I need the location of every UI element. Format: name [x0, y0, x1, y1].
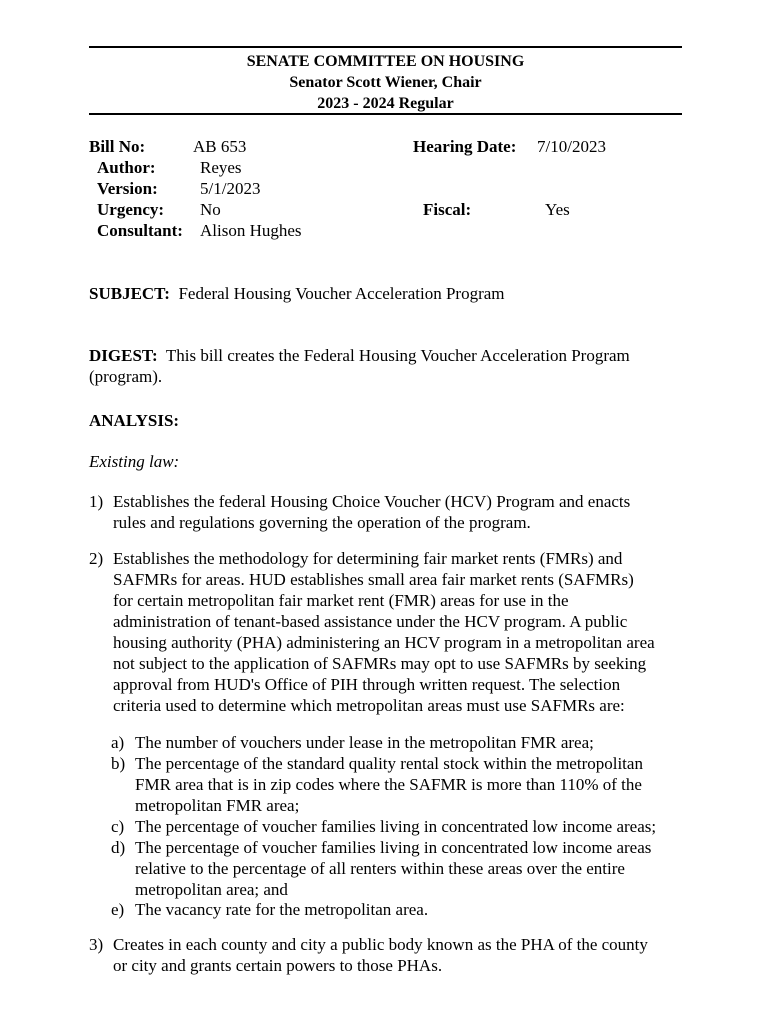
urgency-value: No: [200, 200, 221, 219]
sub-list-item-letter: e): [111, 900, 125, 919]
list-item-number: 3): [89, 935, 104, 954]
urgency-label: Urgency:: [97, 200, 165, 219]
bill-no-label: Bill No:: [89, 137, 146, 156]
sub-list-item-text: [135, 837, 695, 900]
sub-list-item-text: [135, 816, 695, 837]
version-label: Version:: [97, 179, 158, 198]
sub-list-item-line: The percentage of the standard quality rental stock within the metropolitan: [135, 754, 643, 773]
bill-no-value: AB 653: [193, 137, 247, 156]
sub-list-item-line: relative to the percentage of all renters within these areas over the entire: [135, 859, 625, 878]
sub-list-item-text: [135, 753, 695, 816]
digest-label: DIGEST:: [89, 346, 158, 365]
sub-list-item-line: The percentage of voucher families living in concentrated low income areas: [135, 838, 652, 857]
list-item-number: 2): [89, 549, 104, 568]
digest-text-line1: This bill creates the Federal Housing Voucher Acceleration Program: [165, 346, 630, 365]
list-item-line: administration of tenant-based assistance under the HCV program. A public: [113, 612, 628, 631]
author-label: Author:: [97, 158, 156, 177]
version-value: 5/1/2023: [200, 179, 261, 198]
sub-list-item-line: FMR area that is in zip codes where the SAFMR is more than 110% of the: [135, 775, 642, 794]
list-item-line: for certain metropolitan fair market rent (FMR) areas for use in the: [113, 591, 569, 610]
session-label: 2023 - 2024 Regular: [317, 95, 454, 112]
sub-list-item-letter: d): [111, 838, 126, 857]
list-item-number: 1): [89, 492, 104, 511]
list-item-line: housing authority (PHA) administering an HCV program in a metropolitan area: [113, 633, 655, 652]
list-item-line: or city and grants certain powers to those PHAs.: [113, 956, 443, 975]
hearing-date-value: 7/10/2023: [537, 137, 606, 156]
sub-list-item-text: [135, 732, 695, 753]
list-item-text: [113, 548, 688, 716]
sub-list-item-line: metropolitan FMR area;: [135, 796, 300, 815]
consultant-value: Alison Hughes: [200, 221, 302, 240]
list-item-line: Creates in each county and city a public body known as the PHA of the county: [113, 935, 648, 954]
list-item-line: approval from HUD's Office of PIH through written request. The selection: [113, 675, 621, 694]
list-item-line: criteria used to determine which metropolitan areas must use SAFMRs are:: [113, 696, 625, 715]
analysis-heading: ANALYSIS:: [89, 411, 180, 430]
subject-line: [89, 283, 505, 304]
sub-list-item-text: [135, 899, 695, 920]
hearing-date-label: Hearing Date:: [413, 137, 517, 156]
digest-line: [89, 345, 630, 366]
list-item-line: not subject to the application of SAFMRs may opt to use SAFMRs by seeking: [113, 654, 647, 673]
list-item-line: rules and regulations governing the operation of the program.: [113, 513, 531, 532]
author-value: Reyes: [200, 158, 242, 177]
digest-text-line2: (program).: [89, 367, 163, 386]
committee-name: SENATE COMMITTEE ON HOUSING: [246, 53, 525, 70]
consultant-label: Consultant:: [97, 221, 183, 240]
sub-list-item-line: The vacancy rate for the metropolitan area.: [135, 900, 429, 919]
sub-list-item-line: metropolitan area; and: [135, 880, 288, 899]
sub-list-item-line: The percentage of voucher families living in concentrated low income areas;: [135, 817, 657, 836]
list-item-line: Establishes the methodology for determining fair market rents (FMRs) and: [113, 549, 623, 568]
header-bottom-rule: [89, 113, 682, 115]
fiscal-value: Yes: [545, 200, 570, 219]
subject-text: Federal Housing Voucher Acceleration Program: [178, 284, 505, 303]
sub-list-item-letter: c): [111, 817, 125, 836]
existing-law-label: Existing law:: [89, 452, 180, 471]
list-item-text: [113, 934, 688, 976]
top-rule: [89, 46, 682, 48]
list-item-text: [113, 491, 688, 533]
list-item-line: Establishes the federal Housing Choice Voucher (HCV) Program and enacts: [113, 492, 631, 511]
sub-list-item-letter: a): [111, 733, 125, 752]
fiscal-label: Fiscal:: [423, 200, 472, 219]
sub-list-item-line: The number of vouchers under lease in the metropolitan FMR area;: [135, 733, 594, 752]
committee-chair: Senator Scott Wiener, Chair: [289, 74, 482, 91]
list-item-line: SAFMRs for areas. HUD establishes small area fair market rents (SAFMRs): [113, 570, 634, 589]
sub-list-item-letter: b): [111, 754, 126, 773]
subject-label: SUBJECT:: [89, 284, 170, 303]
